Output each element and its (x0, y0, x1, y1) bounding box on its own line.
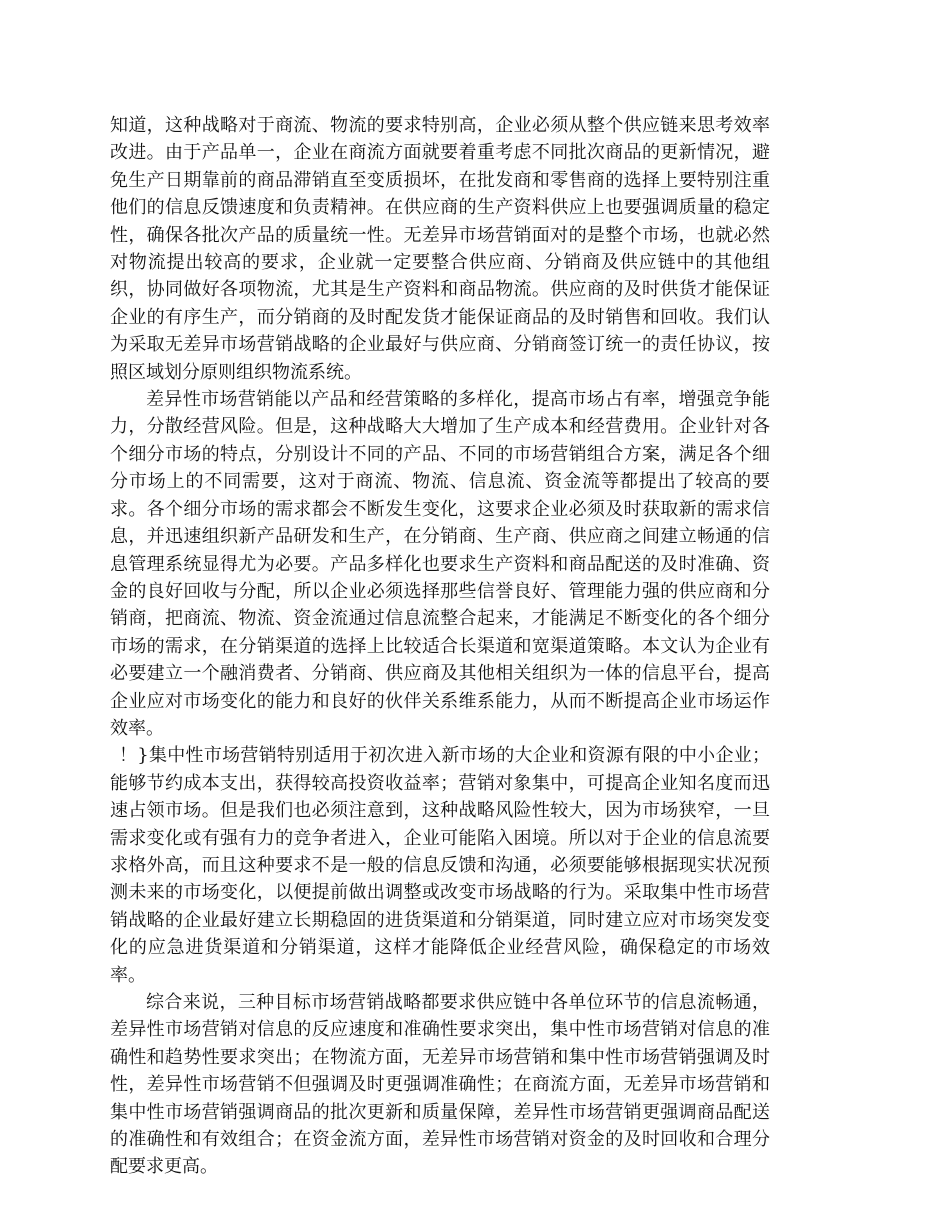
paragraph-3-text: 集中性市场营销特别适用于初次进入新市场的大企业和资源有限的中小企业；能够节约成本支出，获得较高投资收益率；营销对象集中，可提高企业知名度而迅速占领市场。但是我们也必须注意到，这种战略风险性较大，因为市场狭窄，一旦需求变化或有强有力的竞争者进入，企业可能陷入困境。所以对于企业的信息流要求格外高，而且这种要求不是一般的信息反馈和沟通，必须要能够根据现实状况预测未来的市场变化，以便提前做出调整或改变市场战略的行为。采取集中性市场营销战略的企业最好建立长期稳固的进货渠道和分销渠道，同时建立应对市场突发变化的应急进货渠道和分销渠道，这样才能降低企业经营风险，确保稳定的市场效率。 (110, 745, 771, 986)
paragraph-4: 综合来说，三种目标市场营销战略都要求供应链中各单位环节的信息流畅通，差异性市场营销对信息的反应速度和准确性要求突出，集中性市场营销对信息的准确性和趋势性要求突出；在物流方面，无差异市场营销和集中性市场营销强调及时性，差异性市场营销不但强调及时更强调准确性；在商流方面，无差异市场营销和集中性市场营销强调商品的批次更新和质量保障，差异性市场营销更强调商品配送的准确性和有效组合；在资金流方面，差异性市场营销对资金的及时回收和合理分配要求更高。 (110, 992, 770, 1178)
document-body (110, 112, 770, 1181)
paragraph-2: 差异性市场营销能以产品和经营策略的多样化，提高市场占有率，增强竞争能力，分散经营风险。但是，这种战略大大增加了生产成本和经营费用。企业针对各个细分市场的特点，分别设计不同的产品、不同的市场营销组合方案，满足各个细分市场上的不同需要，这对于商流、物流、信息流、资金流等都提出了较高的要求。各个细分市场的需求都会不断发生变化，这要求企业必须及时获取新的需求信息，并迅速组织新产品研发和生产，在分销商、生产商、供应商之间建立畅通的信息管理系统显得尤为必要。产品多样化也要求生产资料和商品配送的及时准确、资金的良好回收与分配，所以企业必须选择那些信誉良好、管理能力强的供应商和分销商，把商流、物流、资金流通过信息流整合起来，才能满足不断变化的各个细分市场的需求，在分销渠道的选择上比较适合长渠道和宽渠道策略。本文认为企业有必要建立一个融消费者、分销商、供应商及其他相关组织为一体的信息平台，提高企业应对市场变化的能力和良好的伙伴关系维系能力，从而不断提高企业市场运作效率。 (110, 389, 770, 739)
paragraph-3 (110, 742, 770, 989)
paragraph-3-marker: ！} (119, 745, 149, 767)
paragraph-1: 知道，这种战略对于商流、物流的要求特别高，企业必须从整个供应链来思考效率改进。由于产品单一，企业在商流方面就要着重考虑不同批次商品的更新情况，避免生产日期靠前的商品滞销直至变质损坏，在批发商和零售商的选择上要特别注重他们的信息反馈速度和负责精神。在供应商的生产资料供应上也要强调质量的稳定性，确保各批次产品的质量统一性。无差异市场营销面对的是整个市场，也就必然对物流提出较高的要求，企业就一定要整合供应商、分销商及供应链中的其他组织，协同做好各项物流，尤其是生产资料和商品物流。供应商的及时供货才能保证企业的有序生产，而分销商的及时配发货才能保证商品的及时销售和回收。我们认为采取无差异市场营销战略的企业最好与供应商、分销商签订统一的责任协议，按照区域划分原则组织物流系统。 (110, 115, 770, 383)
